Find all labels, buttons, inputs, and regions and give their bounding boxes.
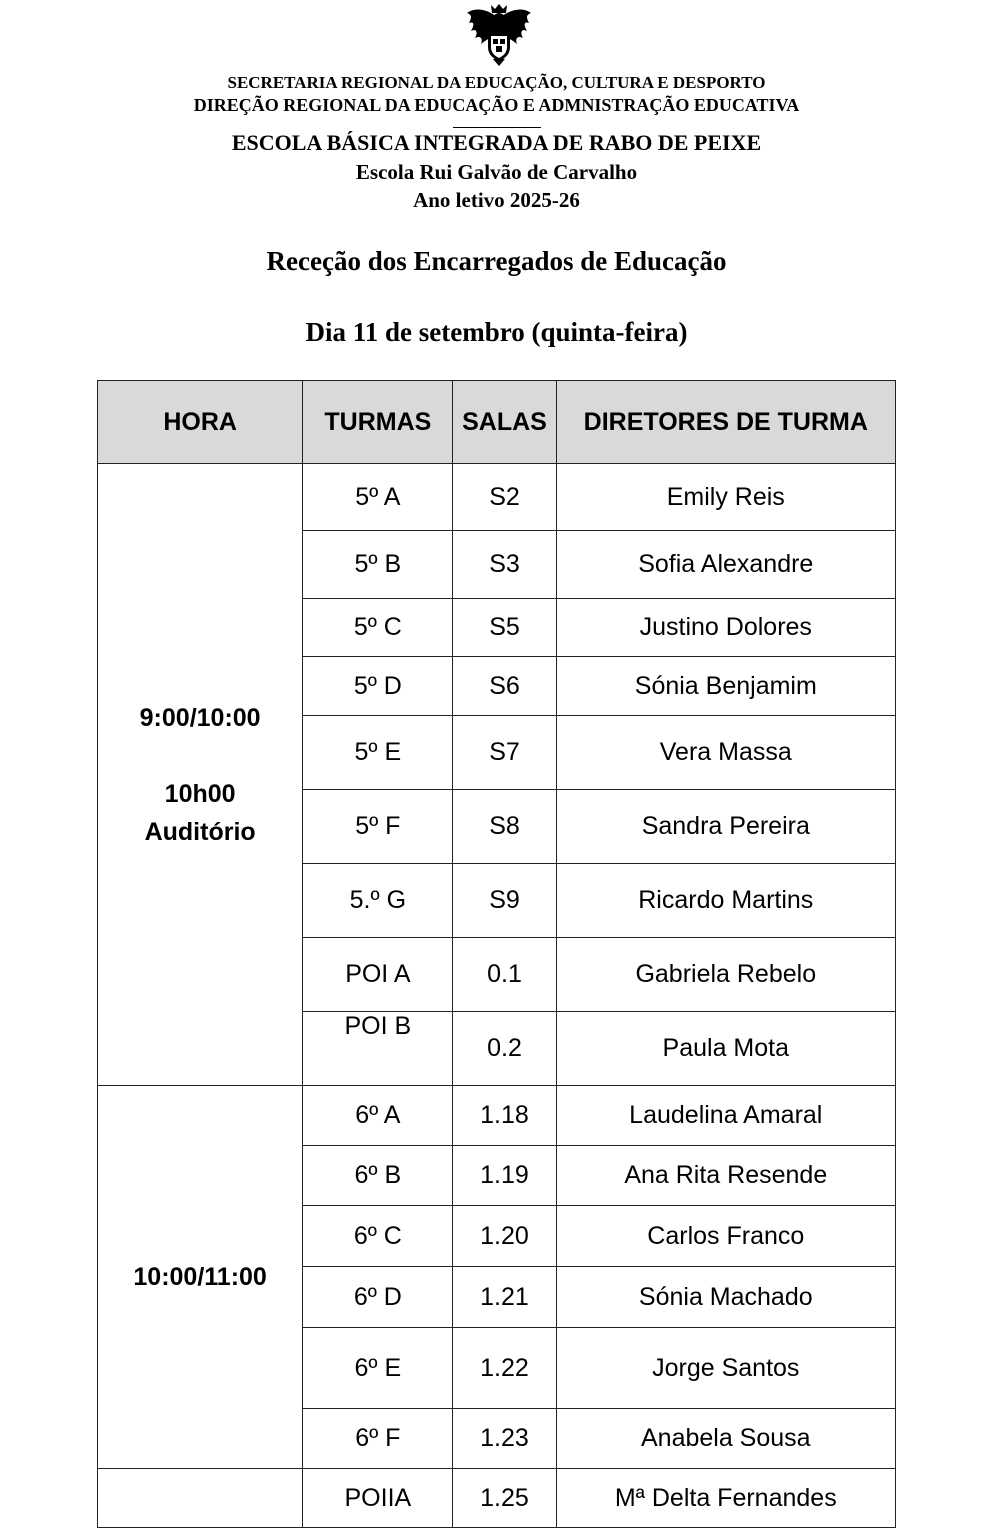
hora-cell-1 <box>98 464 303 1086</box>
turma-cell: 6º E <box>303 1328 453 1409</box>
page-date: Dia 11 de setembro (quinta-feira) <box>305 317 688 347</box>
turma-cell: 5.º G <box>303 864 453 938</box>
sala-cell: 1.22 <box>453 1328 556 1409</box>
school-year: Ano letivo 2025-26 <box>413 188 580 212</box>
turma-cell: POI B <box>303 1012 453 1086</box>
sala-cell: 0.2 <box>453 1012 556 1086</box>
hora-time: 10:00/11:00 <box>133 1263 267 1291</box>
azores-coat-of-arms-icon <box>465 3 533 67</box>
sala-cell: S3 <box>453 531 556 599</box>
hora-gap <box>98 737 302 775</box>
header-divider <box>453 127 541 128</box>
turma-cell: 6º C <box>303 1206 453 1267</box>
sala-cell: 0.1 <box>453 938 556 1012</box>
page-title: Receção dos Encarregados de Educação <box>266 246 727 276</box>
diretor-cell: Mª Delta Fernandes <box>556 1469 895 1528</box>
hora-time: 9:00/10:00 <box>139 703 261 732</box>
turma-cell: 6º F <box>303 1409 453 1469</box>
turma-cell: 5º E <box>303 716 453 790</box>
diretor-cell: Anabela Sousa <box>556 1409 895 1469</box>
turma-cell: 6º B <box>303 1146 453 1206</box>
turma-cell: 5º F <box>303 790 453 864</box>
header-hora: HORA <box>98 381 303 464</box>
sala-cell: S9 <box>453 864 556 938</box>
turma-cell: 6º D <box>303 1267 453 1328</box>
table-row <box>98 464 896 531</box>
diretor-cell: Justino Dolores <box>556 599 895 657</box>
table-header-row <box>98 381 896 464</box>
school-subname: Escola Rui Galvão de Carvalho <box>355 160 638 184</box>
sala-cell: 1.19 <box>453 1146 556 1206</box>
schedule-table <box>97 380 896 1528</box>
diretor-cell: Vera Massa <box>556 716 895 790</box>
table-row <box>98 1086 896 1146</box>
sala-cell: 1.20 <box>453 1206 556 1267</box>
diretor-cell: Gabriela Rebelo <box>556 938 895 1012</box>
diretor-cell: Sónia Machado <box>556 1267 895 1328</box>
turma-cell: POIIA <box>303 1469 453 1528</box>
hora-cell-3 <box>98 1469 303 1528</box>
hora-location: Auditório <box>144 817 256 846</box>
sala-cell: 1.21 <box>453 1267 556 1328</box>
diretor-cell: Sofia Alexandre <box>556 531 895 599</box>
sala-cell: 1.18 <box>453 1086 556 1146</box>
diretor-cell: Sandra Pereira <box>556 790 895 864</box>
turma-cell: 5º C <box>303 599 453 657</box>
turma-cell: 5º B <box>303 531 453 599</box>
sala-cell: S7 <box>453 716 556 790</box>
turma-cell: 5º D <box>303 657 453 716</box>
turma-cell: 6º A <box>303 1086 453 1146</box>
secretaria-heading: SECRETARIA REGIONAL DA EDUCAÇÃO, CULTURA E DESPORTO <box>227 73 766 92</box>
diretor-cell: Jorge Santos <box>556 1328 895 1409</box>
hora-cell-2 <box>98 1086 303 1469</box>
header-diretores: DIRETORES DE TURMA <box>556 381 895 464</box>
hora-time-2: 10h00 <box>164 779 236 808</box>
diretor-cell: Carlos Franco <box>556 1206 895 1267</box>
diretor-cell: Emily Reis <box>556 464 895 531</box>
header-turmas: TURMAS <box>303 381 453 464</box>
school-name: ESCOLA BÁSICA INTEGRADA DE RABO DE PEIXE <box>231 130 762 155</box>
diretor-cell: Ana Rita Resende <box>556 1146 895 1206</box>
diretor-cell: Ricardo Martins <box>556 864 895 938</box>
diretor-cell: Paula Mota <box>556 1012 895 1086</box>
table-row <box>98 1469 896 1528</box>
direcao-heading: DIREÇÃO REGIONAL DA EDUCAÇÃO E ADMNISTRAÇÃO EDUCATIVA <box>193 95 800 115</box>
header-salas: SALAS <box>453 381 556 464</box>
sala-cell: S2 <box>453 464 556 531</box>
sala-cell: S8 <box>453 790 556 864</box>
turma-cell: 5º A <box>303 464 453 531</box>
sala-cell: S5 <box>453 599 556 657</box>
turma-cell: POI A <box>303 938 453 1012</box>
sala-cell: 1.23 <box>453 1409 556 1469</box>
sala-cell: 1.25 <box>453 1469 556 1528</box>
sala-cell: S6 <box>453 657 556 716</box>
diretor-cell: Laudelina Amaral <box>556 1086 895 1146</box>
diretor-cell: Sónia Benjamim <box>556 657 895 716</box>
